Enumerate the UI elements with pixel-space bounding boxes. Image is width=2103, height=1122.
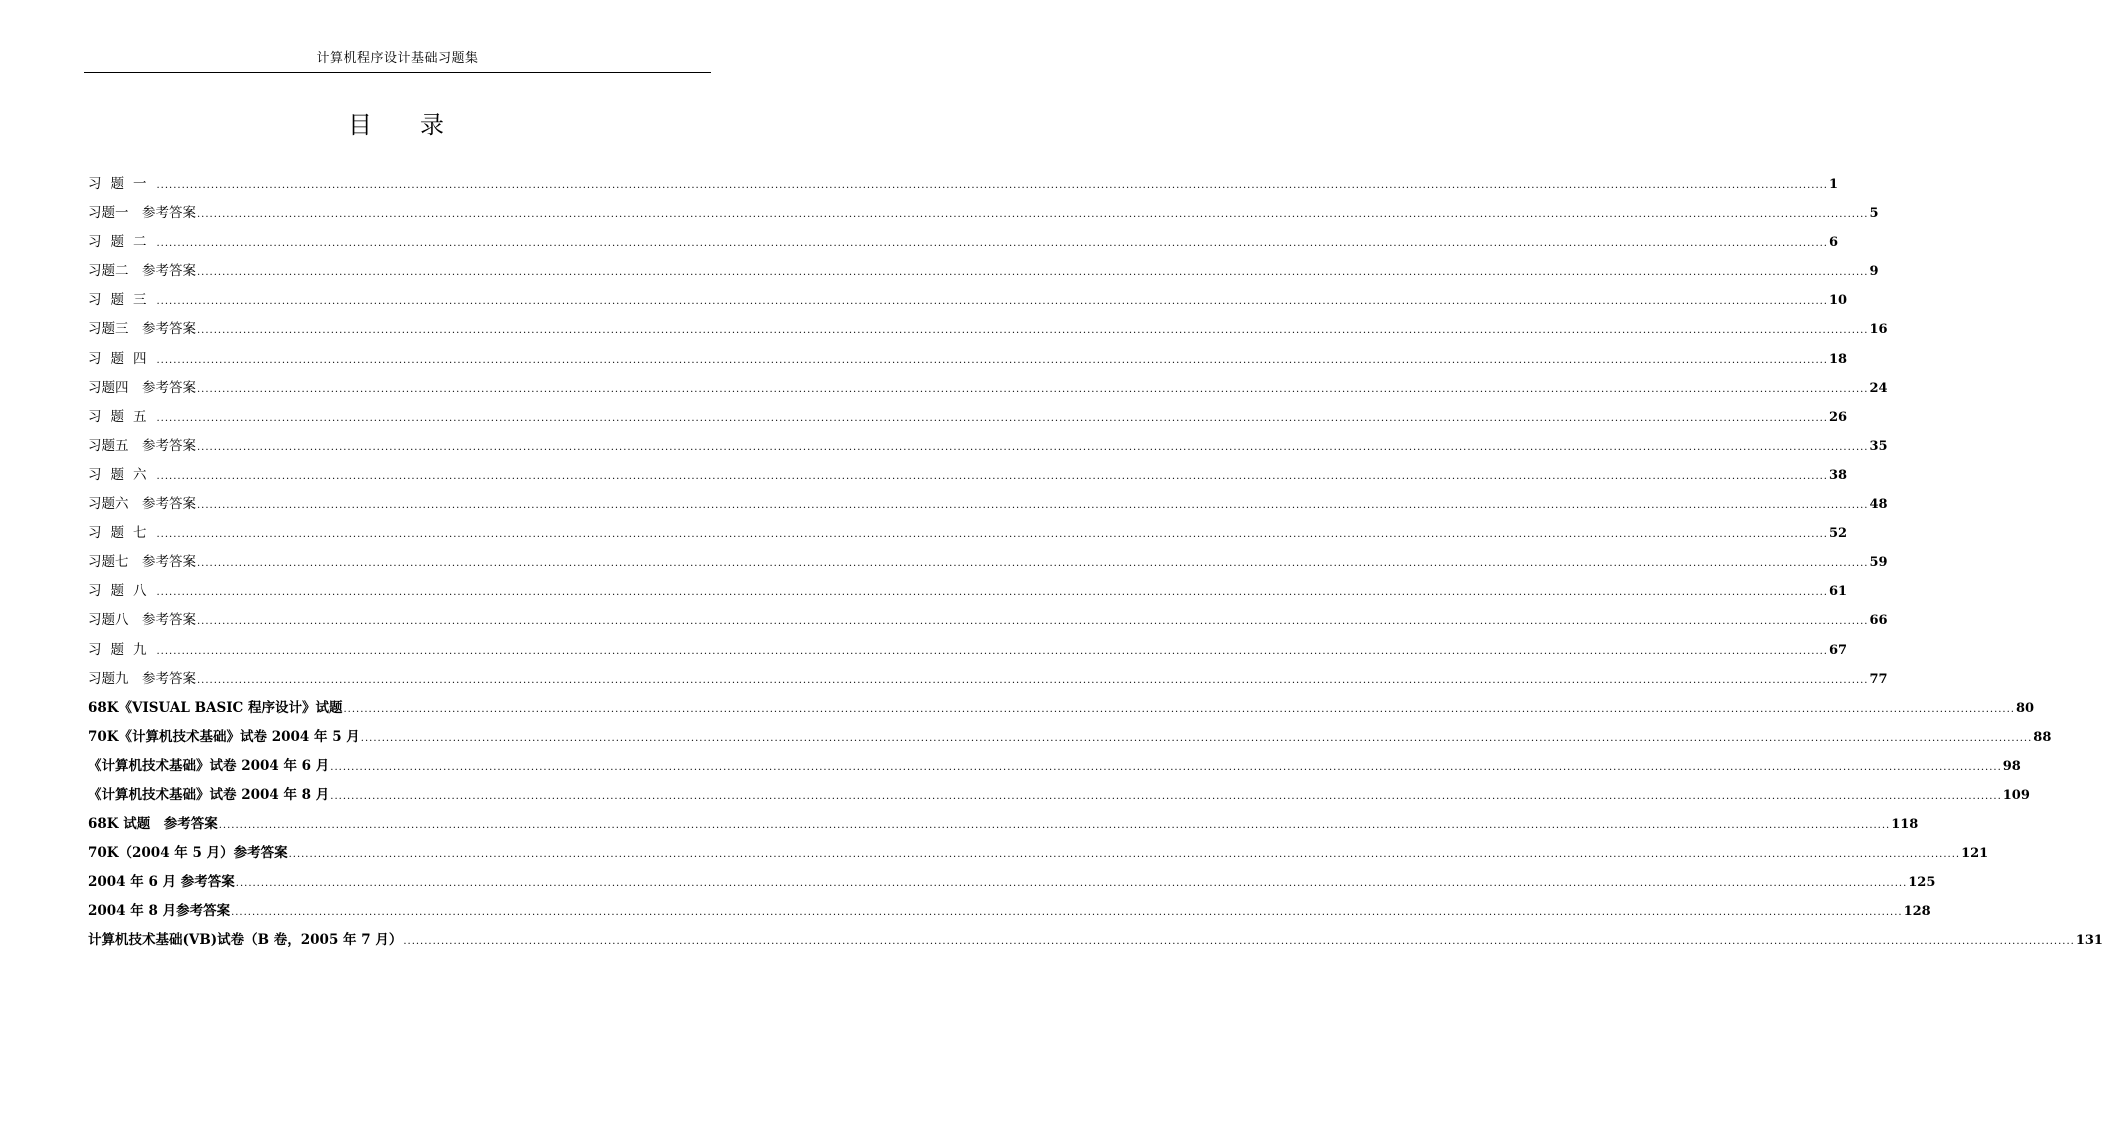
- toc-entry[interactable]: [88, 667, 1888, 696]
- toc-entry-label: 《计算机技术基础》试卷 2004 年 8 月: [88, 786, 330, 803]
- toc-entry-page: 128: [1903, 904, 1931, 920]
- toc-entry[interactable]: [88, 696, 2035, 725]
- toc-entry[interactable]: [88, 405, 1848, 434]
- toc-title-right: 录: [420, 111, 446, 139]
- toc-entry-label: 计算机技术基础(VB)试卷（B 卷，2005 年 7 月）: [88, 932, 403, 949]
- toc-entry-label: 习题三: [88, 292, 156, 309]
- toc-entry-leader: ................................................................................................................................................................................................................................................................................................................................................................................................................: [197, 209, 1869, 221]
- toc-entry[interactable]: [88, 754, 2021, 783]
- toc-entry-label: 68K 试题 参考答案: [88, 816, 218, 833]
- toc-entry-leader: ................................................................................................................................................................................................................................................................................................................................................................................................................: [197, 616, 1869, 628]
- toc-entry[interactable]: [88, 347, 1848, 376]
- toc-entry-leader: ................................................................................................................................................................................................................................................................................................................................................................................................................: [343, 703, 2015, 715]
- toc-entry-page: 59: [1869, 555, 1888, 571]
- toc-entry[interactable]: [88, 288, 1848, 317]
- toc-entry-label: 习题二: [88, 234, 156, 251]
- toc-entry-page: 67: [1828, 642, 1848, 658]
- toc-entry[interactable]: [88, 463, 1848, 492]
- toc-entry-label: 习题四: [88, 350, 156, 367]
- toc-entry-label: 习题一: [88, 176, 156, 192]
- toc-entry-page: 131: [2075, 933, 2103, 949]
- toc-entry[interactable]: [88, 317, 1888, 346]
- toc-entry-leader: ................................................................................................................................................................................................................................................................................................................................................................................................................: [197, 267, 1869, 279]
- toc-entry[interactable]: [88, 434, 1888, 463]
- toc-entry-page: 48: [1869, 497, 1888, 513]
- toc-entry-label: 习题七: [88, 525, 156, 542]
- toc-entry-leader: ................................................................................................................................................................................................................................................................................................................................................................................................................: [197, 674, 1869, 686]
- toc-entry-label: 习题五 参考答案: [88, 437, 196, 454]
- toc-entry-leader: ................................................................................................................................................................................................................................................................................................................................................................................................................: [403, 936, 2075, 948]
- toc-entry-leader: ................................................................................................................................................................................................................................................................................................................................................................................................................: [156, 180, 1828, 191]
- toc-entry-page: 61: [1828, 584, 1848, 600]
- toc-entry-leader: ................................................................................................................................................................................................................................................................................................................................................................................................................: [235, 878, 1908, 890]
- toc-entry-label: 2004 年 8 月参考答案: [88, 903, 231, 920]
- toc-entry-leader: ................................................................................................................................................................................................................................................................................................................................................................................................................: [231, 907, 1903, 919]
- toc-entry-label: 习题八: [88, 583, 156, 600]
- toc-entry[interactable]: [88, 550, 1888, 579]
- toc-entry-label: 习题九: [88, 641, 156, 658]
- toc-entry-page: 16: [1869, 322, 1888, 338]
- running-header-title: 计算机程序设计基础习题集: [316, 51, 479, 66]
- toc-entry-page: 38: [1828, 467, 1848, 483]
- toc-entry-leader: ................................................................................................................................................................................................................................................................................................................................................................................................................: [156, 529, 1828, 541]
- toc-list: [88, 172, 2103, 958]
- toc-entry-page: 121: [1961, 846, 1989, 862]
- toc-entry-label: 70K《计算机技术基础》试卷 2004 年 5 月: [88, 728, 360, 745]
- toc-entry[interactable]: [88, 230, 1839, 259]
- toc-entry-leader: ................................................................................................................................................................................................................................................................................................................................................................................................................: [156, 470, 1828, 482]
- toc-entry[interactable]: [88, 783, 2030, 812]
- toc-entry-leader: ................................................................................................................................................................................................................................................................................................................................................................................................................: [156, 296, 1828, 308]
- toc-entry-label: 习题四 参考答案: [88, 379, 196, 396]
- toc-entry-label: 2004 年 6 月 参考答案: [88, 874, 235, 891]
- toc-entry-label: 习题六 参考答案: [88, 496, 196, 513]
- toc-entry-leader: ................................................................................................................................................................................................................................................................................................................................................................................................................: [197, 441, 1869, 453]
- toc-entry-page: 80: [2015, 700, 2035, 716]
- toc-entry-page: 9: [1869, 264, 1879, 280]
- toc-entry-page: 125: [1908, 875, 1936, 891]
- toc-entry[interactable]: [88, 870, 1936, 899]
- toc-entry-leader: ................................................................................................................................................................................................................................................................................................................................................................................................................: [330, 761, 2002, 773]
- toc-entry-label: 习题六: [88, 466, 156, 483]
- toc-entry-page: 24: [1869, 380, 1888, 396]
- toc-entry-page: 6: [1828, 235, 1839, 251]
- toc-entry-page: 10: [1828, 293, 1848, 309]
- toc-entry-leader: ................................................................................................................................................................................................................................................................................................................................................................................................................: [156, 354, 1828, 366]
- toc-entry[interactable]: [88, 201, 1879, 230]
- toc-entry-label: 习题二 参考答案: [88, 263, 196, 280]
- toc-entry-leader: ................................................................................................................................................................................................................................................................................................................................................................................................................: [156, 587, 1828, 599]
- toc-entry-label: 习题七 参考答案: [88, 554, 196, 571]
- toc-title: [0, 105, 794, 140]
- toc-entry[interactable]: [88, 521, 1848, 550]
- toc-entry-label: 68K《VISUAL BASIC 程序设计》试题: [88, 699, 343, 716]
- toc-entry[interactable]: [88, 259, 1879, 288]
- toc-entry[interactable]: [88, 638, 1848, 667]
- toc-entry-leader: ................................................................................................................................................................................................................................................................................................................................................................................................................: [156, 238, 1828, 250]
- toc-entry-page: 26: [1828, 409, 1848, 425]
- toc-entry[interactable]: [88, 928, 2103, 957]
- toc-entry-leader: ................................................................................................................................................................................................................................................................................................................................................................................................................: [156, 645, 1828, 657]
- toc-entry[interactable]: [88, 899, 1931, 928]
- toc-entry-label: 70K（2004 年 5 月）参考答案: [88, 845, 288, 862]
- toc-entry-page: 5: [1869, 206, 1879, 222]
- toc-entry-leader: ................................................................................................................................................................................................................................................................................................................................................................................................................: [197, 558, 1869, 570]
- toc-entry-leader: ................................................................................................................................................................................................................................................................................................................................................................................................................: [197, 500, 1869, 512]
- toc-entry-page: 88: [2033, 729, 2052, 745]
- toc-entry[interactable]: [88, 492, 1888, 521]
- toc-title-left: 目: [348, 111, 374, 139]
- toc-entry[interactable]: [88, 812, 1919, 841]
- toc-entry[interactable]: [88, 172, 1839, 201]
- toc-entry-leader: ................................................................................................................................................................................................................................................................................................................................................................................................................: [218, 820, 1891, 832]
- toc-entry-label: 习题五: [88, 408, 156, 425]
- toc-entry-label: 习题三 参考答案: [88, 321, 196, 338]
- toc-entry-leader: ................................................................................................................................................................................................................................................................................................................................................................................................................: [288, 849, 1961, 861]
- toc-entry-page: 118: [1891, 817, 1919, 833]
- toc-entry[interactable]: [88, 841, 1989, 870]
- toc-entry[interactable]: [88, 608, 1888, 637]
- toc-entry-leader: ................................................................................................................................................................................................................................................................................................................................................................................................................: [330, 790, 2002, 802]
- running-header: [84, 48, 711, 73]
- toc-entry-label: 习题一 参考答案: [88, 205, 196, 222]
- toc-entry-label: 习题八 参考答案: [88, 612, 196, 629]
- toc-entry-page: 52: [1828, 526, 1848, 542]
- toc-entry-page: 77: [1869, 671, 1888, 687]
- toc-entry-page: 98: [2002, 758, 2021, 774]
- toc-entry-label: 《计算机技术基础》试卷 2004 年 6 月: [88, 757, 330, 774]
- toc-entry-page: 35: [1869, 438, 1888, 454]
- toc-entry-page: 66: [1869, 613, 1888, 629]
- toc-entry-leader: ................................................................................................................................................................................................................................................................................................................................................................................................................: [156, 412, 1828, 424]
- toc-entry[interactable]: [88, 376, 1888, 405]
- toc-entry[interactable]: [88, 579, 1848, 608]
- toc-entry-page: 18: [1828, 351, 1848, 367]
- toc-entry[interactable]: [88, 725, 2052, 754]
- toc-entry-leader: ................................................................................................................................................................................................................................................................................................................................................................................................................: [360, 732, 2033, 744]
- toc-entry-page: 1: [1828, 177, 1839, 192]
- toc-entry-leader: ................................................................................................................................................................................................................................................................................................................................................................................................................: [197, 383, 1869, 395]
- toc-entry-leader: ................................................................................................................................................................................................................................................................................................................................................................................................................: [197, 325, 1869, 337]
- toc-entry-page: 109: [2002, 787, 2030, 803]
- toc-entry-label: 习题九 参考答案: [88, 670, 196, 687]
